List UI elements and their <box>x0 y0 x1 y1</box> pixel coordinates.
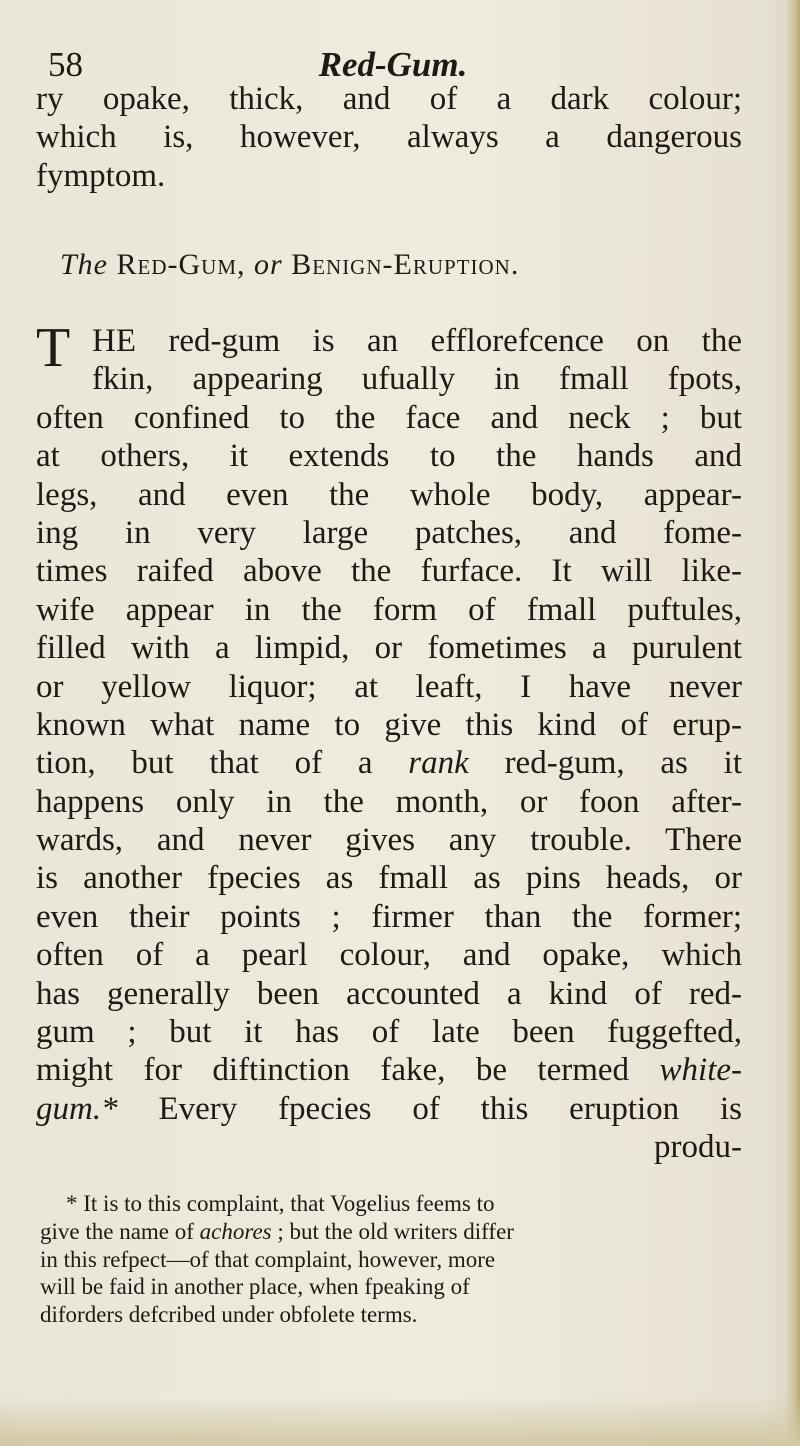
footnote-line: in this refpect—of that complaint, however, more <box>40 1246 496 1272</box>
text-segment: tion, but that of a <box>36 745 373 782</box>
text-line: fymptom. <box>36 157 166 194</box>
section-title-name2: Benign-Eruption. <box>291 248 520 281</box>
page-edge <box>786 0 800 1446</box>
text-line: gum ; but it has of late been fuggefted, <box>36 1014 742 1051</box>
text-line: filled with a limpid, or fometimes a purulent <box>36 630 742 667</box>
emphasis-white: white- <box>659 1052 743 1089</box>
text-line: has generally been accounted a kind of red- <box>36 975 742 1012</box>
text-line: HE red-gum is an efflorefcence on the <box>92 323 742 359</box>
text-line: often confined to the face and neck ; but <box>36 399 742 436</box>
text-line: or yellow liquor; at leaft, I have never <box>36 668 742 705</box>
text-line: even their points ; firmer than the former; <box>36 898 742 935</box>
footnote-line: diforders defcribed under obfolete terms. <box>40 1302 418 1328</box>
emphasis-gum: gum.* <box>36 1090 118 1127</box>
page-number: 58 <box>48 45 83 84</box>
text-line: happens only in the month, or foon after- <box>36 783 742 820</box>
text-segment: might for diftinction fake, be termed <box>36 1052 630 1089</box>
running-head: Red-Gum. <box>318 45 468 84</box>
text-line: wife appear in the form of fmall puftules, <box>36 591 742 628</box>
section-title-name1: Red-Gum, <box>116 248 246 281</box>
intro-paragraph <box>36 80 742 195</box>
section-title-the: The <box>60 248 108 281</box>
text-line: ing in very large patches, and fome- <box>36 514 742 551</box>
text-line: is another fpecies as fmall as pins heads, or <box>36 860 742 897</box>
section-title-or: or <box>254 248 283 281</box>
text-line: at others, it extends to the hands and <box>36 438 742 475</box>
text-line: wards, and never gives any trouble. There <box>36 822 742 859</box>
text-line: ry opake, thick, and of a dark colour; <box>36 81 742 117</box>
emphasis-rank: rank <box>408 745 469 782</box>
text-line: legs, and even the whole body, appear- <box>36 476 742 513</box>
text-segment: red-gum, as it <box>504 745 742 782</box>
text-line: known what name to give this kind of erup- <box>36 706 742 743</box>
footnote-line <box>40 1218 742 1246</box>
text-line <box>36 1051 742 1089</box>
text-segment: ; but the old writers differ <box>277 1218 514 1244</box>
body-paragraph <box>36 322 742 1167</box>
text-line: fkin, appearing ufually in fmall fpots, <box>92 361 742 398</box>
text-line <box>36 744 742 782</box>
text-segment: Every fpecies of this eruption is <box>158 1090 743 1127</box>
text-line: often of a pearl colour, and opake, which <box>36 937 742 974</box>
section-title <box>60 245 750 285</box>
emphasis-achores: achores <box>199 1218 272 1244</box>
footnote-line: * It is to this complaint, that Vogelius feems to <box>66 1191 495 1216</box>
text-segment: give the name of <box>40 1218 194 1244</box>
text-line: times raifed above the furface. It will like- <box>36 553 742 590</box>
page-bottom-shade <box>0 1396 800 1446</box>
text-line <box>36 1090 742 1128</box>
catchword: produ- <box>654 1129 742 1166</box>
footnote <box>40 1190 742 1329</box>
text-line: which is, however, always a dangerous <box>36 119 742 156</box>
drop-cap: T <box>36 317 71 379</box>
footnote-line: will be faid in another place, when fpeaking of <box>40 1274 470 1300</box>
